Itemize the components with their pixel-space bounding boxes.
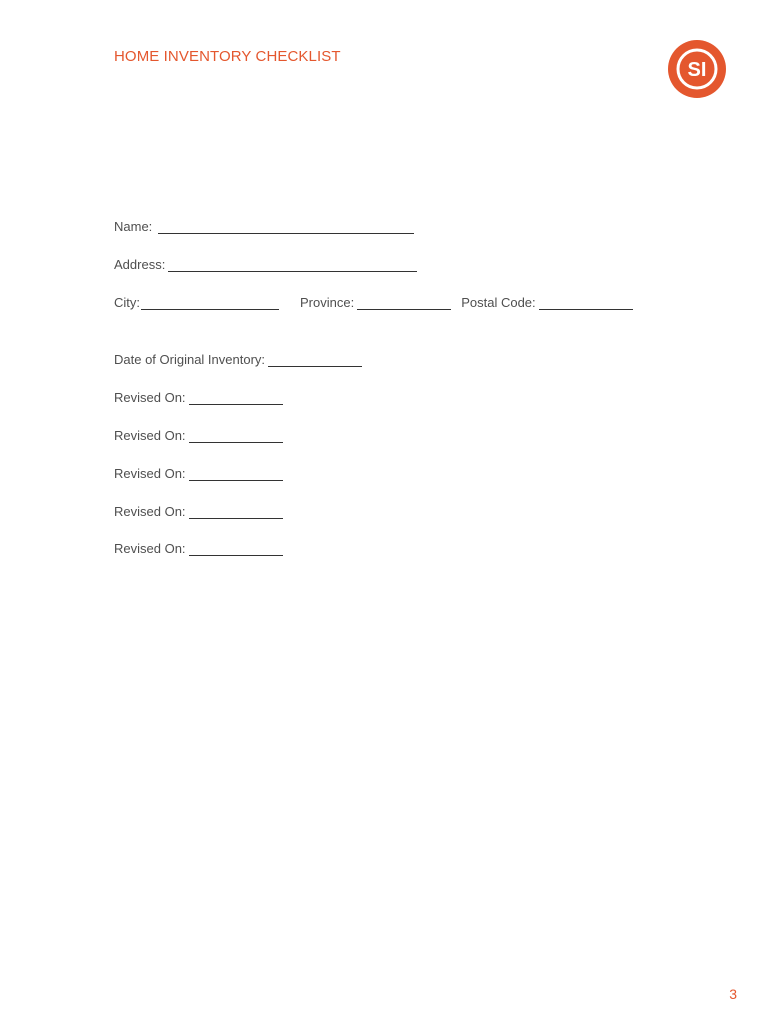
revised-label: Revised On: — [114, 504, 186, 519]
page-number: 3 — [729, 986, 737, 1002]
si-logo — [668, 40, 726, 98]
province-field[interactable] — [357, 295, 451, 310]
province-label: Province: — [300, 295, 355, 310]
original-date-row — [114, 352, 362, 367]
revised-date-field[interactable] — [189, 541, 283, 556]
revised-row — [114, 428, 283, 443]
revised-label: Revised On: — [114, 390, 186, 405]
original-date-field[interactable] — [268, 352, 362, 367]
postal-code-field[interactable] — [539, 295, 633, 310]
revised-date-field[interactable] — [189, 504, 283, 519]
address-label: Address: — [114, 257, 166, 272]
logo-text: SI — [687, 59, 707, 81]
revised-date-field[interactable] — [189, 428, 283, 443]
original-date-label: Date of Original Inventory: — [114, 352, 266, 367]
name-label: Name: — [114, 219, 153, 234]
province-group — [300, 295, 451, 310]
revised-row — [114, 390, 283, 405]
postal-code-label: Postal Code: — [461, 295, 536, 310]
page-title: HOME INVENTORY CHECKLIST — [114, 48, 341, 65]
address-field[interactable] — [168, 257, 417, 272]
location-row — [114, 295, 633, 310]
revised-row — [114, 504, 283, 519]
postal-code-group — [461, 295, 632, 310]
name-field[interactable] — [158, 219, 414, 234]
address-row — [114, 257, 417, 272]
revised-label: Revised On: — [114, 466, 186, 481]
revised-label: Revised On: — [114, 428, 186, 443]
revised-row — [114, 541, 283, 556]
name-row — [114, 219, 414, 234]
city-field[interactable] — [141, 295, 279, 310]
city-label: City: — [114, 295, 140, 310]
revised-row — [114, 466, 283, 481]
revised-label: Revised On: — [114, 541, 186, 556]
revised-date-field[interactable] — [189, 466, 283, 481]
city-group — [114, 295, 279, 310]
revised-date-field[interactable] — [189, 390, 283, 405]
